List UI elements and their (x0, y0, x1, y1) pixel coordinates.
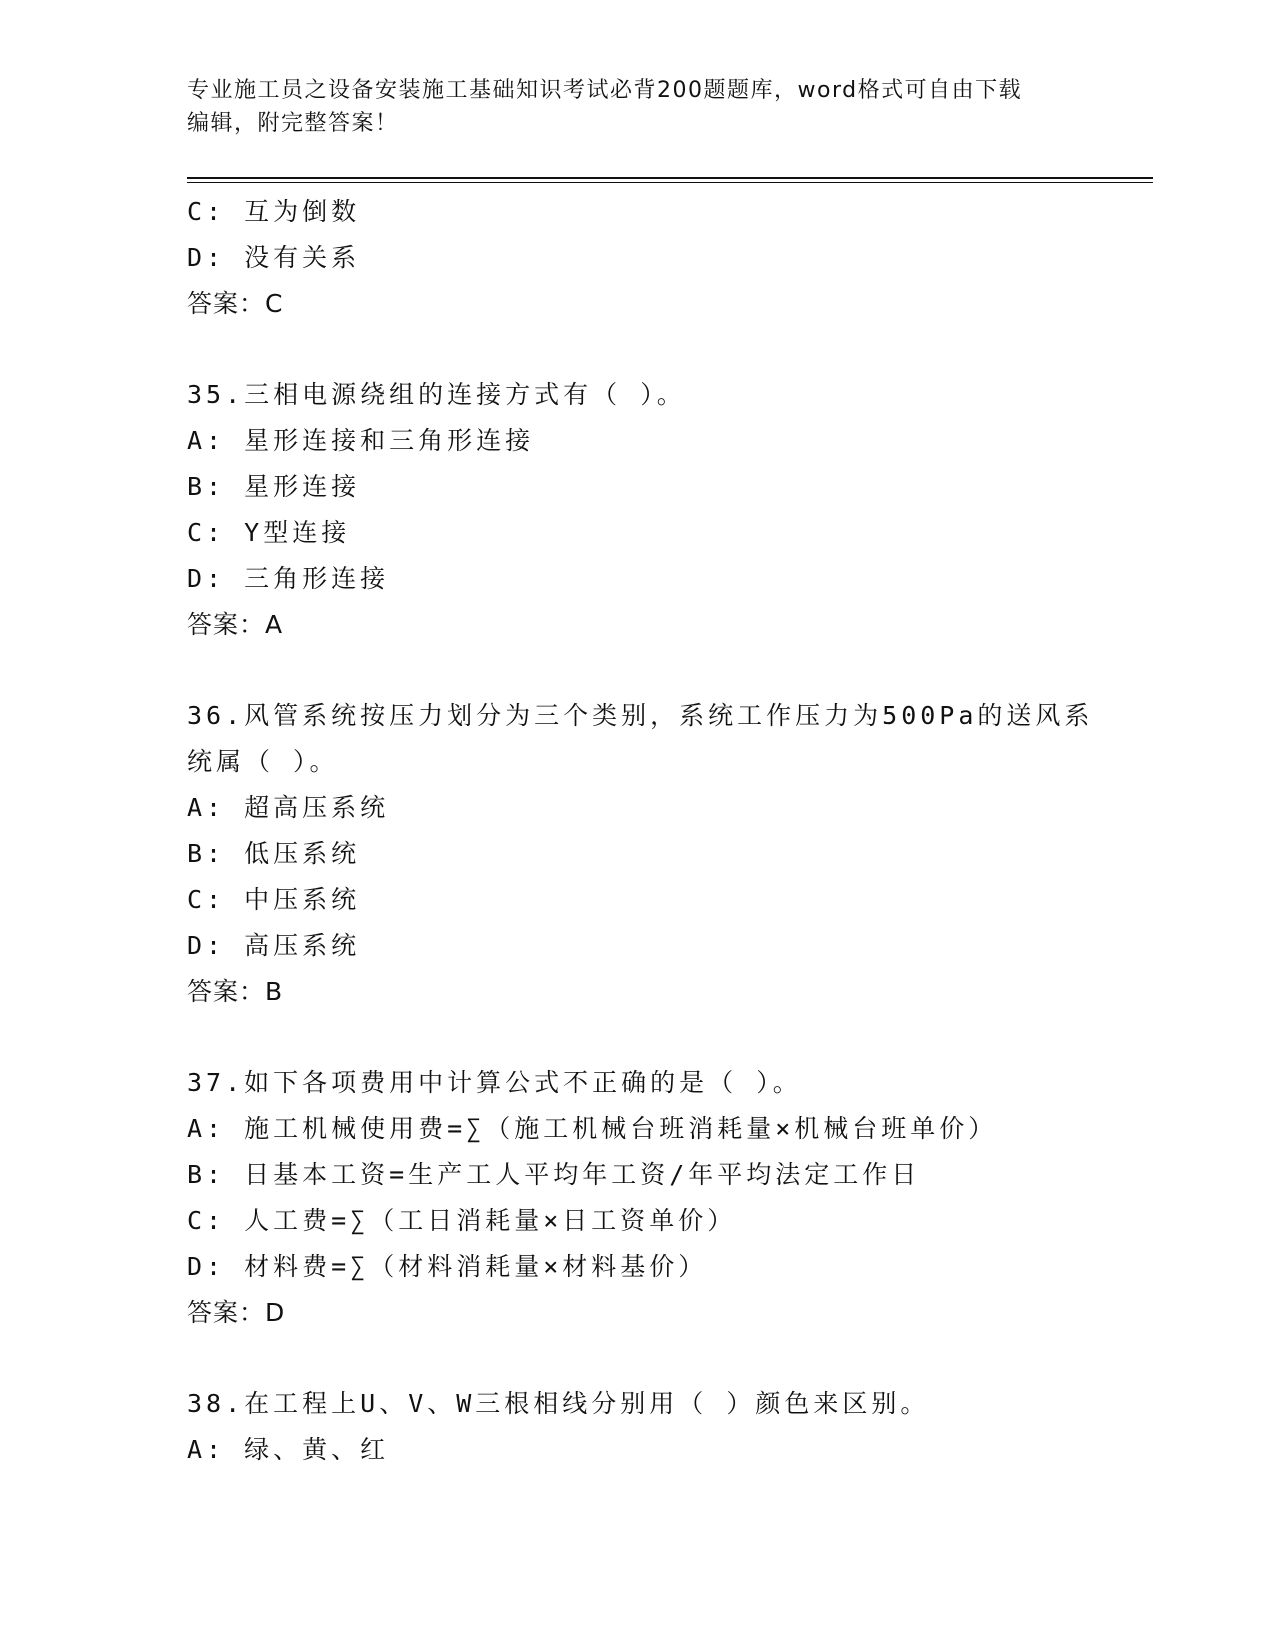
question-stem-line-1: 36.风管系统按压力划分为三个类别，系统工作压力为500Pa的送风系 (187, 701, 1094, 730)
header-divider-thick (187, 177, 1153, 179)
option-c: C: 中压系统 (187, 885, 361, 914)
option-a: A: 星形连接和三角形连接 (187, 426, 535, 455)
spacer (187, 1015, 1153, 1060)
option-a: A: 施工机械使用费=∑（施工机械台班消耗量×机械台班单价） (187, 1114, 998, 1143)
option-a: A: 绿、黄、红 (187, 1435, 390, 1464)
question-stem-line-2: 统属（ ）。 (187, 747, 339, 776)
option-d: D: 没有关系 (187, 243, 361, 272)
question-34-tail (187, 189, 1153, 327)
spacer (187, 648, 1153, 693)
option-a: A: 超高压系统 (187, 793, 390, 822)
option-c: C: 互为倒数 (187, 197, 361, 226)
option-d: D: 高压系统 (187, 931, 361, 960)
answer: 答案：C (187, 289, 284, 318)
question-38 (187, 1381, 1153, 1473)
spacer (187, 1336, 1153, 1381)
header-title-line-1: 专业施工员之设备安装施工基础知识考试必背200题题库，word格式可自由下载 (187, 78, 1023, 103)
question-37 (187, 1060, 1153, 1336)
answer: 答案：D (187, 1298, 286, 1327)
option-d: D: 三角形连接 (187, 564, 390, 593)
option-c: C: Y型连接 (187, 518, 351, 547)
question-stem: 37.如下各项费用中计算公式不正确的是（ ）。 (187, 1068, 802, 1097)
question-stem: 35.三相电源绕组的连接方式有（ ）。 (187, 380, 686, 409)
answer: 答案：A (187, 610, 284, 639)
answer: 答案：B (187, 977, 284, 1006)
question-list (187, 189, 1153, 1473)
question-stem: 38.在工程上U、V、W三根相线分别用（ ）颜色来区别。 (187, 1389, 930, 1418)
header-divider-thin (187, 182, 1153, 183)
question-36 (187, 693, 1153, 1015)
page-header (187, 74, 1087, 140)
option-c: C: 人工费=∑（工日消耗量×日工资单价） (187, 1206, 737, 1235)
option-b: B: 低压系统 (187, 839, 361, 868)
option-d: D: 材料费=∑（材料消耗量×材料基价） (187, 1252, 708, 1281)
question-35 (187, 372, 1153, 648)
option-b: B: 日基本工资=生产工人平均年工资/年平均法定工作日 (187, 1160, 921, 1189)
option-b: B: 星形连接 (187, 472, 361, 501)
header-title-line-2: 编辑，附完整答案！ (187, 111, 399, 136)
spacer (187, 327, 1153, 372)
